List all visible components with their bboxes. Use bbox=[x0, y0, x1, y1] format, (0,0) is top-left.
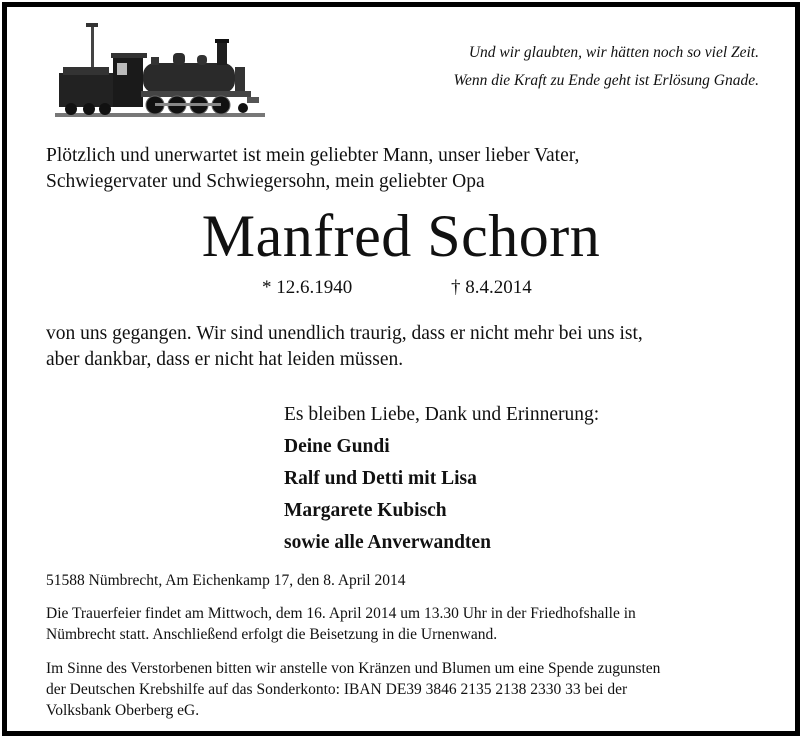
mourner-name: sowie alle Anverwandten bbox=[284, 532, 491, 553]
funeral-info bbox=[46, 603, 757, 645]
place-and-date: 51588 Nümbrecht, Am Eichenkamp 17, den 8. April 2014 bbox=[46, 572, 406, 589]
birth-date: * 12.6.1940 bbox=[262, 277, 353, 298]
funeral-line: Die Trauerfeier findet am Mittwoch, dem 16. April 2014 um 13.30 Uhr in der Friedhofshalle in bbox=[46, 605, 636, 622]
quote bbox=[399, 39, 759, 95]
obituary-notice bbox=[2, 2, 800, 736]
quote-line: Und wir glaubten, wir hätten noch so viel Zeit. bbox=[468, 44, 759, 61]
steam-locomotive-image bbox=[55, 17, 265, 125]
donation-line: Im Sinne des Verstorbenen bitten wir anstelle von Kränzen und Blumen um eine Spende zugunsten bbox=[46, 660, 661, 677]
donation-line: Volksbank Oberberg eG. bbox=[46, 702, 200, 719]
intro-line: Schwiegervater und Schwiegersohn, mein geliebter Opa bbox=[46, 171, 485, 192]
mourning-text bbox=[46, 321, 757, 373]
mourner-name: Margarete Kubisch bbox=[284, 500, 447, 521]
mourner-name: Deine Gundi bbox=[284, 436, 390, 457]
donation-info bbox=[46, 658, 757, 721]
mourner-name: Ralf und Detti mit Lisa bbox=[284, 468, 477, 489]
remain-text: Es bleiben Liebe, Dank und Erinnerung: bbox=[284, 404, 600, 425]
intro-text bbox=[46, 143, 757, 195]
funeral-line: Nümbrecht statt. Anschließend erfolgt die Beisetzung in die Urnenwand. bbox=[46, 626, 498, 643]
donation-line: der Deutschen Krebshilfe auf das Sonderkonto: IBAN DE39 3846 2135 2138 2330 33 bei der bbox=[46, 681, 628, 698]
mourners-block bbox=[284, 399, 744, 559]
mourning-line: aber dankbar, dass er nicht hat leiden müssen. bbox=[46, 349, 404, 370]
intro-line: Plötzlich und unerwartet ist mein geliebter Mann, unser lieber Vater, bbox=[46, 145, 580, 166]
death-date: † 8.4.2014 bbox=[451, 277, 532, 298]
deceased-name: Manfred Schorn bbox=[201, 203, 601, 269]
mourning-line: von uns gegangen. Wir sind unendlich traurig, dass er nicht mehr bei uns ist, bbox=[46, 323, 643, 344]
quote-line: Wenn die Kraft zu Ende geht ist Erlösung Gnade. bbox=[453, 72, 759, 89]
